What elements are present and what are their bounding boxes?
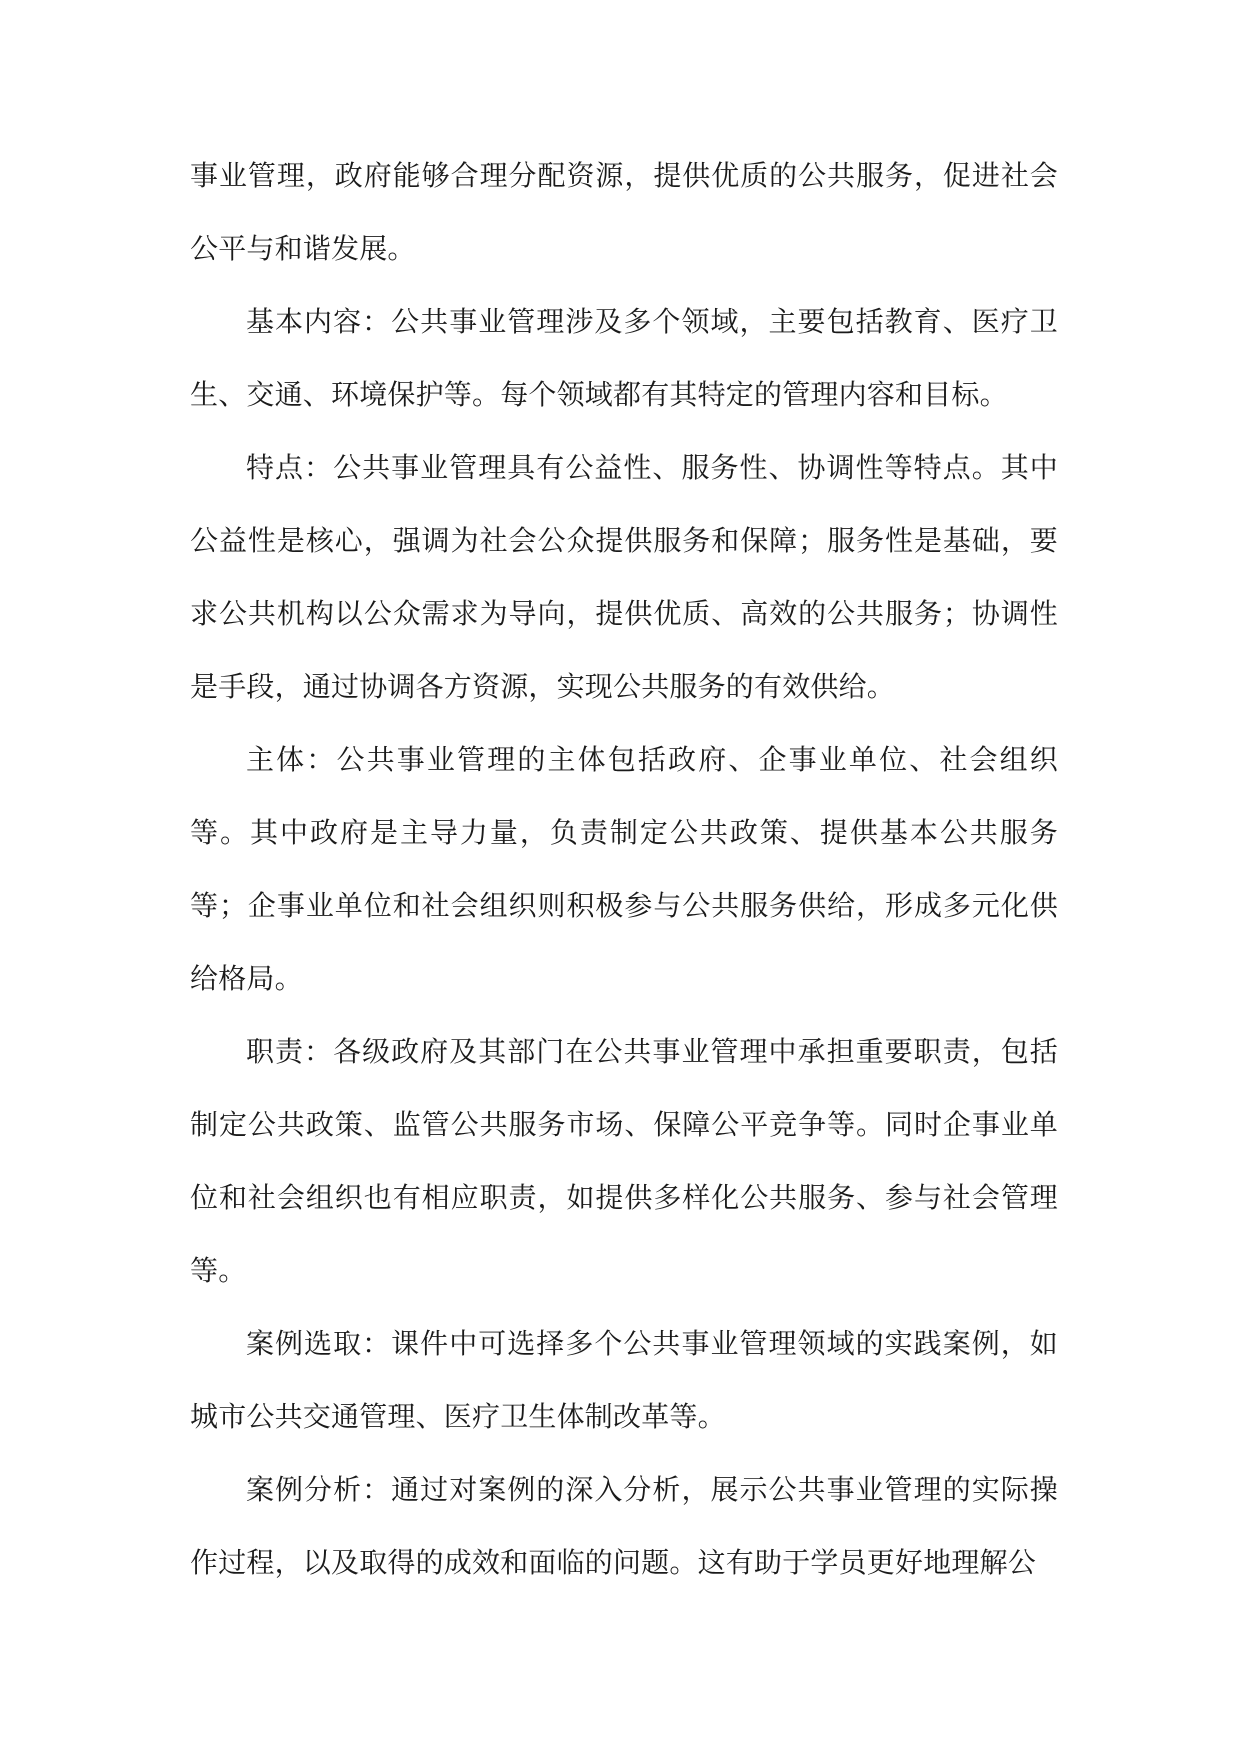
paragraph-characteristics: 特点：公共事业管理具有公益性、服务性、协调性等特点。其中公益性是核心，强调为社会公众提供服务和保障；服务性是基础，要求公共机构以公众需求为导向，提供优质、高效的公共服务；协调性是手段，通过协调各方资源，实现公共服务的有效供给。 [190, 451, 1058, 703]
paragraph-basic-content: 基本内容：公共事业管理涉及多个领域，主要包括教育、医疗卫生、交通、环境保护等。每个领域都有其特定的管理内容和目标。 [190, 305, 1058, 411]
paragraph-responsibilities: 职责：各级政府及其部门在公共事业管理中承担重要职责，包括制定公共政策、监管公共服务市场、保障公平竞争等。同时企事业单位和社会组织也有相应职责，如提供多样化公共服务、参与社会管理等。 [190, 1035, 1058, 1287]
paragraph-case-selection: 案例选取：课件中可选择多个公共事业管理领域的实践案例，如城市公共交通管理、医疗卫生体制改革等。 [190, 1327, 1058, 1433]
paragraph-case-analysis: 案例分析：通过对案例的深入分析，展示公共事业管理的实际操作过程，以及取得的成效和面临的问题。这有助于学员更好地理解公 [190, 1473, 1058, 1579]
paragraph-subjects: 主体：公共事业管理的主体包括政府、企事业单位、社会组织等。其中政府是主导力量，负责制定公共政策、提供基本公共服务等；企事业单位和社会组织则积极参与公共服务供给，形成多元化供给格局。 [190, 743, 1058, 995]
paragraph-continuation: 事业管理，政府能够合理分配资源，提供优质的公共服务，促进社会公平与和谐发展。 [190, 159, 1058, 265]
document-body [190, 139, 1058, 1599]
